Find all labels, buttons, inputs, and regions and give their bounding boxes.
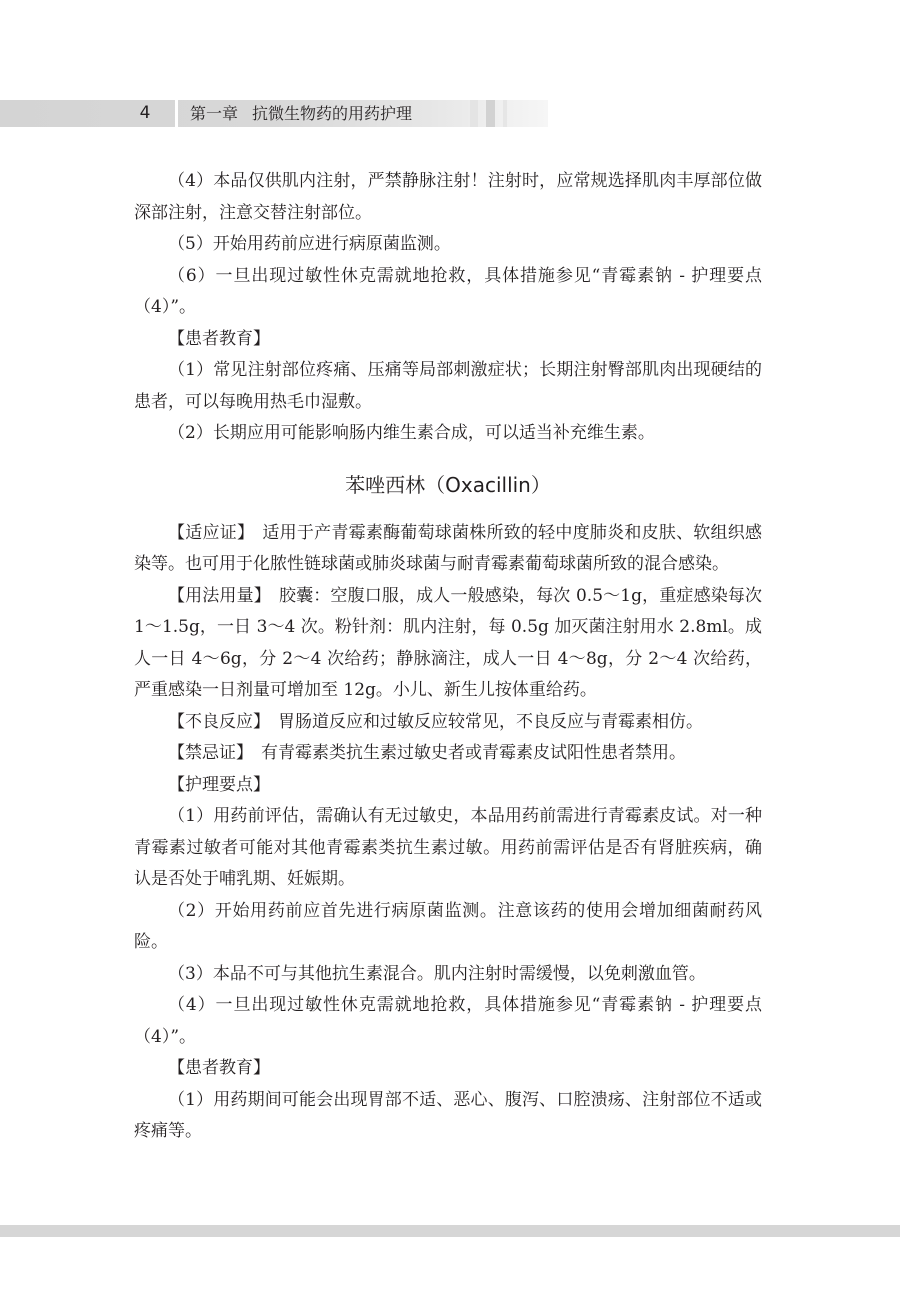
paragraph: （4）本品仅供肌内注射，严禁静脉注射！注射时，应常规选择肌肉丰厚部位做深部注射，注意交替注射部位。 (134, 171, 762, 223)
paragraph: （1）常见注射部位疼痛、压痛等局部刺激症状；长期注射臀部肌肉出现硬结的患者，可以每晚用热毛巾湿敷。 (134, 360, 762, 412)
header-stripe-1 (470, 100, 478, 127)
adverse-text: 胃肠道反应和过敏反应较常见，不良反应与青霉素相仿。 (278, 711, 703, 732)
paragraph: （2）开始用药前应首先进行病原菌监测。注意该药的使用会增加细菌耐药风险。 (134, 900, 762, 952)
paragraph: （2）长期应用可能影响肠内维生素合成，可以适当补充维生素。 (168, 423, 655, 443)
chapter-name: 抗微生物药的用药护理 (252, 104, 413, 123)
page-number: 4 (139, 103, 151, 123)
contra-paragraph (134, 738, 762, 770)
header-separator (175, 100, 178, 127)
dosage-paragraph (134, 581, 762, 707)
indications-paragraph (134, 518, 762, 581)
indications-text: 适用于产青霉素酶葡萄球菌株所致的轻中度肺炎和皮肤、软组织感染等。也可用于化脓性链球菌或肺炎球菌与耐青霉素葡萄球菌所致的混合感染。 (134, 522, 763, 574)
chapter-label: 第一章 (190, 104, 239, 123)
paragraph: （1）用药期间可能会出现胃部不适、恶心、腹泻、口腔溃疡、注射部位不适或疼痛等。 (134, 1089, 762, 1141)
adverse-paragraph (134, 707, 762, 739)
paragraph: （3）本品不可与其他抗生素混合。肌内注射时需缓慢，以免刺激血管。 (168, 963, 706, 984)
dosage-text: 胶囊：空腹口服，成人一般感染，每次 0.5～1g，重症感染每次 1～1.5g，一日 3～4 次。粉针剂：肌内注射，每 0.5g 加灭菌注射用水 2.8ml。成人一日 4～6g，分 2～4 次给药；静脉滴注，成人一日 4～8g，分 2～4 次给药，严重感染一日剂量可增加至 12g。小儿、新生儿按体重给药。 (134, 585, 762, 700)
section-heading: 【护理要点】 (168, 774, 270, 795)
dosage-label: 【用法用量】 (168, 585, 271, 606)
header-stripe-3 (503, 100, 507, 127)
section-heading: 【患者教育】 (168, 1058, 270, 1078)
paragraph: （4）一旦出现过敏性休克需就地抢救，具体措施参见“青霉素钠 - 护理要点（4）”。 (134, 995, 762, 1047)
drug-title: 苯唑西林（Oxacillin） (345, 472, 551, 497)
section-heading: 【患者教育】 (168, 328, 270, 349)
indications-label: 【适应证】 (168, 522, 255, 543)
chapter-title (190, 100, 412, 127)
contra-text: 有青霉素类抗生素过敏史者或青霉素皮试阳性患者禁用。 (261, 743, 686, 763)
contra-label: 【禁忌证】 (168, 743, 253, 763)
footer-band (0, 1225, 900, 1237)
paragraph: （6）一旦出现过敏性休克需就地抢救，具体措施参见“青霉素钠 - 护理要点（4）”。 (134, 265, 762, 317)
header-stripe-2 (486, 100, 495, 127)
page-content (134, 166, 762, 1148)
paragraph: （5）开始用药前应进行病原菌监测。 (168, 234, 451, 254)
paragraph: （1）用药前评估，需确认有无过敏史，本品用药前需进行青霉素皮试。对一种青霉素过敏者可能对其他青霉素类抗生素过敏。用药前需评估是否有肾脏疾病，确认是否处于哺乳期、妊娠期。 (134, 806, 762, 889)
adverse-label: 【不良反应】 (168, 711, 270, 732)
